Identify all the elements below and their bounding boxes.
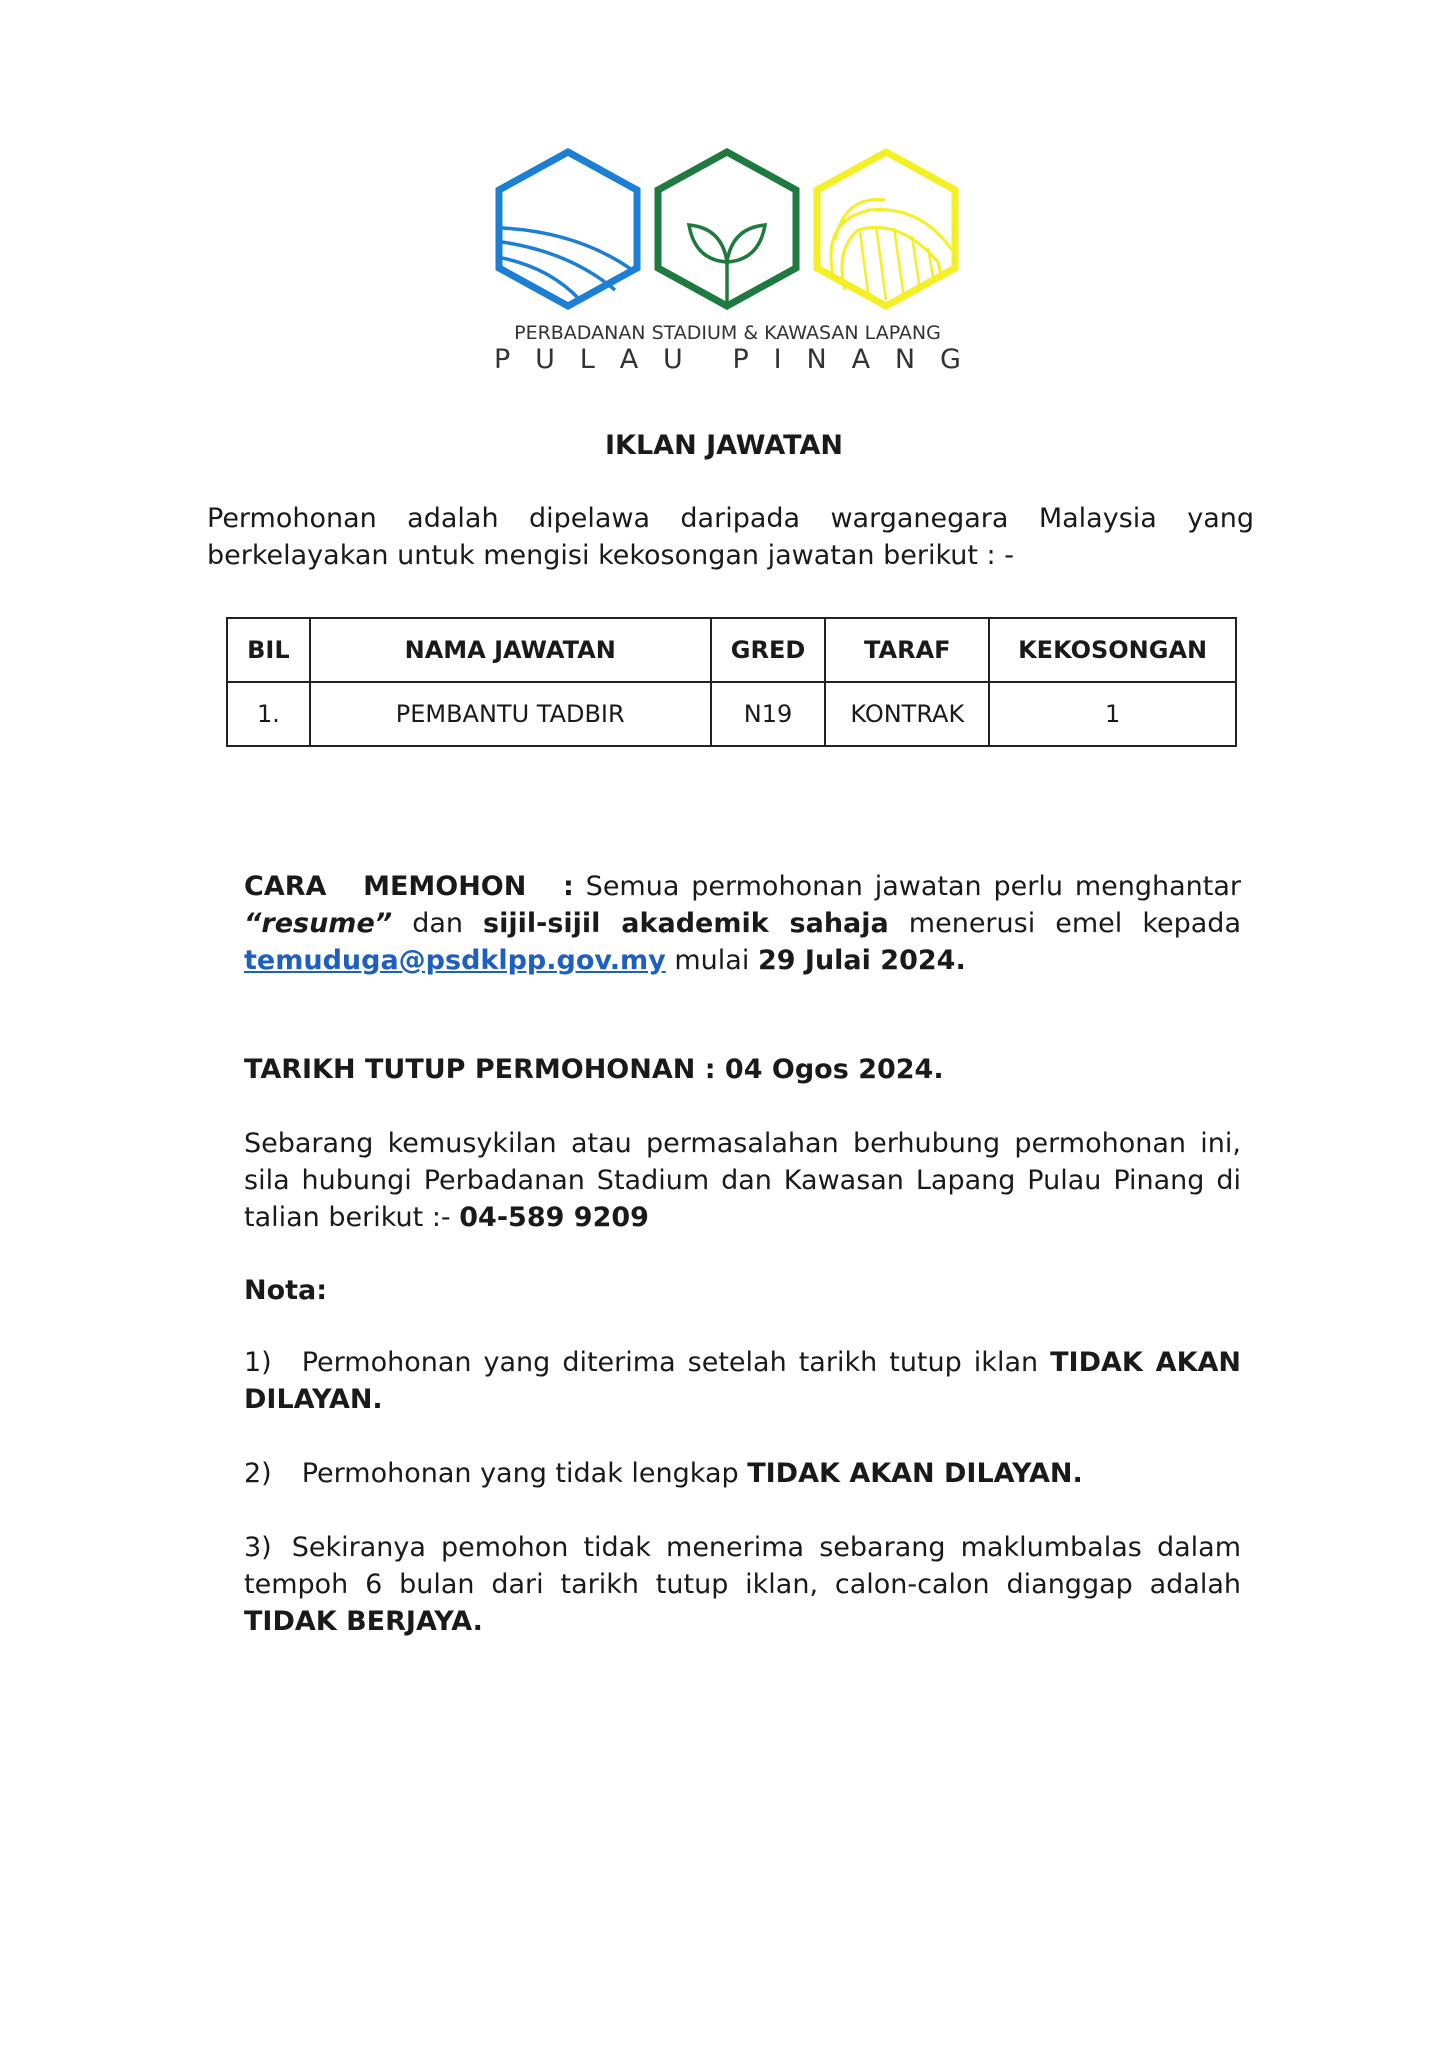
logo-letter: U xyxy=(663,344,683,375)
nota-number: 2) xyxy=(244,1458,272,1489)
logo-text-line1: PERBADANAN STADIUM & KAWASAN LAPANG xyxy=(514,322,941,344)
page-title: IKLAN JAWATAN xyxy=(605,430,843,461)
cara-memohon-label: CARA MEMOHON : xyxy=(244,871,574,902)
logo-letter: P xyxy=(732,344,749,375)
nota-emphasis: TIDAK AKAN DILAYAN. xyxy=(747,1458,1083,1489)
nota-item-1 xyxy=(244,1344,1241,1418)
text: Semua permohonan jawatan perlu menghantar xyxy=(573,871,1241,902)
intro-paragraph: Permohonan adalah dipelawa daripada warganegara Malaysia yang berkelayakan untuk mengisi kekosongan jawatan berikut : - xyxy=(207,503,1254,571)
text: Permohonan yang tidak lengkap xyxy=(301,1458,748,1489)
nota-number: 3) xyxy=(244,1532,272,1563)
nota-heading: Nota: xyxy=(244,1275,328,1306)
cell-nama-jawatan: PEMBANTU TADBIR xyxy=(310,682,711,746)
organization-logo xyxy=(490,140,965,380)
header-bil: BIL xyxy=(227,618,310,682)
logo-letter: L xyxy=(579,344,595,375)
phone-number: 04-589 9209 xyxy=(459,1202,649,1233)
field-hexagon-icon xyxy=(499,152,637,306)
cell-bil: 1. xyxy=(227,682,310,746)
email-link[interactable]: temuduga@psdklpp.gov.my xyxy=(244,945,666,976)
sprout-hexagon-icon xyxy=(658,152,796,306)
logo-letter: G xyxy=(939,344,961,375)
text: Sebarang kemusykilan atau permasalahan berhubung permohonan ini, sila hubungi Perbadanan Stadium dan Kawasan Lapang Pulau Pinang di talian berikut :- xyxy=(244,1128,1241,1233)
logo-letter: N xyxy=(894,344,916,375)
logo-letter: A xyxy=(619,344,639,375)
logo-letter: U xyxy=(535,344,555,375)
cell-gred: N19 xyxy=(711,682,826,746)
nota-item-2 xyxy=(244,1455,1241,1492)
text: dan xyxy=(392,908,484,939)
table-header-row xyxy=(227,618,1236,682)
logo-letter: P xyxy=(494,344,511,375)
nota-item-3 xyxy=(244,1529,1241,1640)
sijil-text: sijil-sijil akademik sahaja xyxy=(483,908,889,939)
cara-memohon-paragraph xyxy=(244,868,1241,979)
text: Permohonan yang diterima setelah tarikh tutup iklan xyxy=(301,1347,1051,1378)
resume-text: “resume” xyxy=(244,908,393,939)
stadium-hexagon-icon xyxy=(817,152,955,306)
vacancy-table xyxy=(226,617,1237,747)
cell-kekosongan: 1 xyxy=(989,682,1236,746)
header-nama-jawatan: NAMA JAWATAN xyxy=(310,618,711,682)
closing-date: TARIKH TUTUP PERMOHONAN : 04 Ogos 2024. xyxy=(244,1054,944,1085)
logo-letter: I xyxy=(773,344,782,375)
nota-emphasis: TIDAK BERJAYA. xyxy=(244,1606,483,1637)
logo-hexagons-icon xyxy=(490,140,965,315)
table-row xyxy=(227,682,1236,746)
nota-number: 1) xyxy=(244,1347,272,1378)
text: Sekiranya pemohon tidak menerima sebarang maklumbalas dalam tempoh 6 bulan dari tarikh tutup iklan, calon-calon dianggap adalah xyxy=(244,1532,1241,1600)
header-kekosongan: KEKOSONGAN xyxy=(989,618,1236,682)
logo-letter: N xyxy=(806,344,827,375)
logo-letter: A xyxy=(851,344,871,375)
start-date: 29 Julai 2024. xyxy=(757,945,966,976)
header-taraf: TARAF xyxy=(825,618,989,682)
text: mulai xyxy=(665,945,758,976)
cell-taraf: KONTRAK xyxy=(825,682,989,746)
header-gred: GRED xyxy=(711,618,826,682)
contact-paragraph xyxy=(244,1125,1241,1236)
text: menerusi emel kepada xyxy=(888,908,1241,939)
logo-text-line2 xyxy=(490,344,965,375)
nota-emphasis: TIDAK AKAN DILAYAN. xyxy=(244,1347,1241,1415)
